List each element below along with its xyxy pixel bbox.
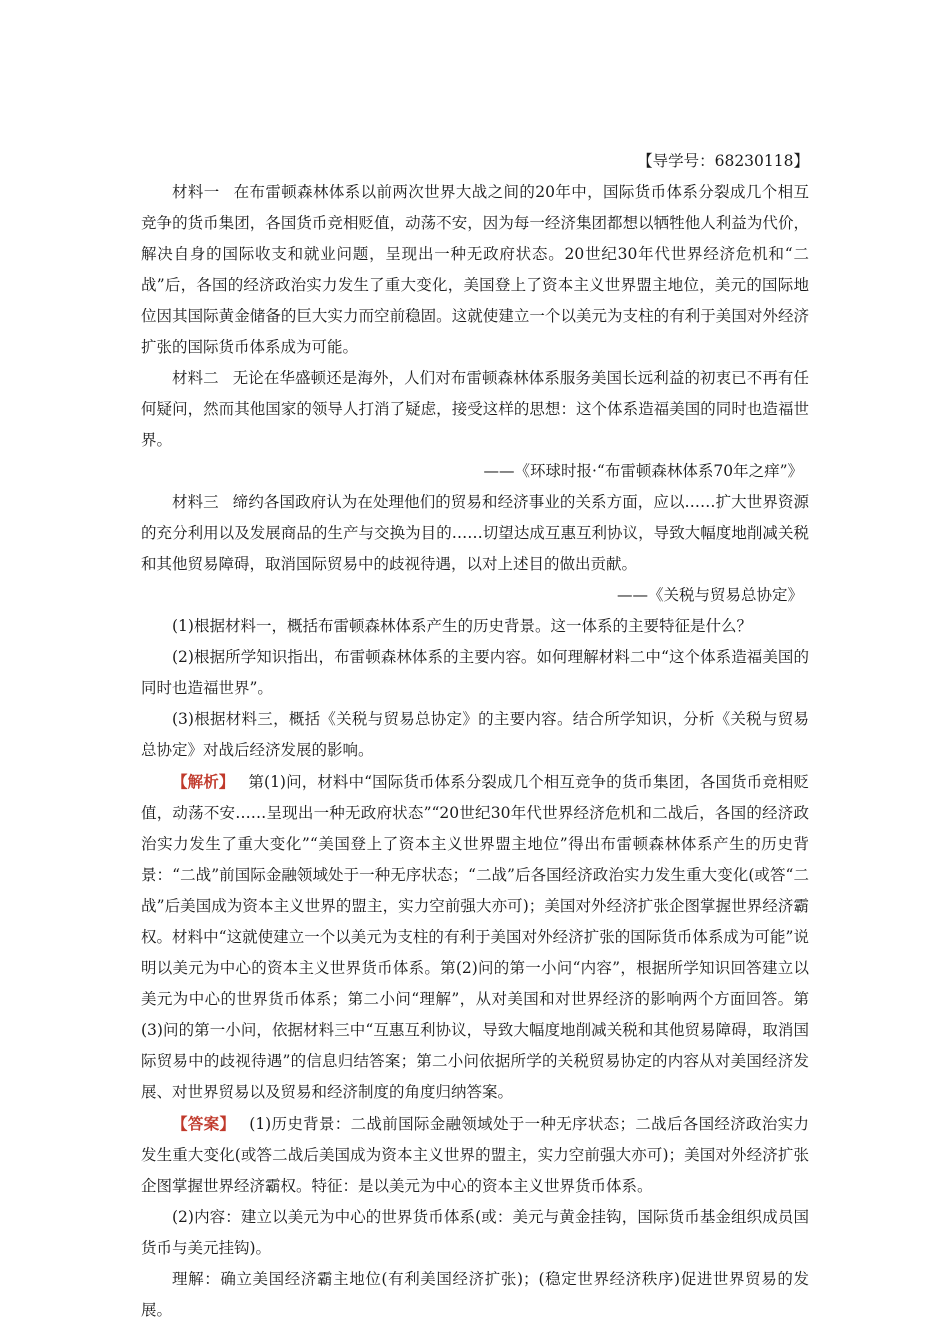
answer-part-1-text: (1)历史背景：二战前国际金融领域处于一种无序状态；二战后各国经济政治实力发生重大变化(或答二战后美国成为资本主义世界的盟主，实力空前强大亦可)；美国对外经济扩张企图掌握世界经济霸权。特征：是以美元为中心的资本主义世界货币体系。	[141, 1115, 809, 1195]
material-2-source: ——《环球时报·“布雷顿森林体系70年之痒”》	[483, 462, 803, 480]
material-2	[141, 363, 809, 456]
guide-number: 【导学号：68230118】	[637, 152, 809, 170]
material-1-label: 材料一	[172, 183, 220, 201]
answer-label: 【答案】	[172, 1114, 236, 1133]
material-2-text: 无论在华盛顿还是海外，人们对布雷顿森林体系服务美国长远利益的初衷已不再有任何疑问，然而其他国家的领导人打消了疑虑，接受这样的思想：这个体系造福美国的同时也造福世界。	[141, 369, 809, 449]
material-3-source: ——《关税与贸易总协定》	[616, 586, 803, 604]
material-2-label: 材料二	[172, 369, 219, 387]
question-1: (1)根据材料一，概括布雷顿森林体系产生的历史背景。这一体系的主要特征是什么？	[172, 617, 752, 635]
analysis-label: 【解析】	[172, 772, 235, 791]
material-3-text: 缔约各国政府认为在处理他们的贸易和经济事业的关系方面，应以……扩大世界资源的充分利用以及发展商品的生产与交换为目的……切望达成互惠互利协议，导致大幅度地削减关税和其他贸易障碍，取消国际贸易中的歧视待遇，以对上述目的做出贡献。	[141, 493, 809, 573]
material-3	[141, 487, 809, 580]
answer-part-3: 理解：确立美国经济霸主地位(有利美国经济扩张)；(稳定世界经济秩序)促进世界贸易的发展。	[141, 1270, 809, 1319]
answer-part-2: (2)内容：建立以美元为中心的世界货币体系(或：美元与黄金挂钩，国际货币基金组织成员国货币与美元挂钩)。	[141, 1208, 809, 1257]
question-2: (2)根据所学知识指出，布雷顿森林体系的主要内容。如何理解材料二中“这个体系造福美国的同时也造福世界”。	[141, 648, 809, 697]
material-1	[141, 177, 809, 363]
answer-part-1	[141, 1108, 809, 1202]
analysis	[141, 766, 809, 1108]
analysis-text: 第(1)问，材料中“国际货币体系分裂成几个相互竞争的货币集团，各国货币竞相贬值，动荡不安……呈现出一种无政府状态”“20世纪30年代世界经济危机和二战后，各国的经济政治实力发生了重大变化”“美国登上了资本主义世界盟主地位”得出布雷顿森林体系产生的历史背景：“二战”前国际金融领域处于一种无序状态；“二战”后各国经济政治实力发生重大变化(或答“二战”后美国成为资本主义世界的盟主，实力空前强大亦可)；美国对外经济扩张企图掌握世界经济霸权。材料中“这就使建立一个以美元为支柱的有利于美国对外经济扩张的国际货币体系成为可能”说明以美元为中心的资本主义世界货币体系。第(2)问的第一小问“内容”，根据所学知识回答建立以美元为中心的世界货币体系；第二小问“理解”，从对美国和对世界经济的影响两个方面回答。第(3)问的第一小问，依据材料三中“互惠互利协议，导致大幅度地削减关税和其他贸易障碍，取消国际贸易中的歧视待遇”的信息归结答案；第二小问依据所学的关税贸易协定的内容从对美国经济发展、对世界贸易以及贸易和经济制度的角度归纳答案。	[141, 773, 809, 1101]
material-1-text: 在布雷顿森林体系以前两次世界大战之间的20年中，国际货币体系分裂成几个相互竞争的货币集团，各国货币竞相贬值，动荡不安，因为每一经济集团都想以牺牲他人利益为代价，解决自身的国际收支和就业问题，呈现出一种无政府状态。20世纪30年代世界经济危机和“二战”后，各国的经济政治实力发生了重大变化，美国登上了资本主义世界盟主地位，美元的国际地位因其国际黄金储备的巨大实力而空前稳固。这就使建立一个以美元为支柱的有利于美国对外经济扩张的国际货币体系成为可能。	[141, 183, 809, 356]
document-page	[141, 146, 809, 1326]
material-3-label: 材料三	[172, 493, 219, 511]
question-3: (3)根据材料三，概括《关税与贸易总协定》的主要内容。结合所学知识，分析《关税与贸易总协定》对战后经济发展的影响。	[141, 710, 809, 759]
